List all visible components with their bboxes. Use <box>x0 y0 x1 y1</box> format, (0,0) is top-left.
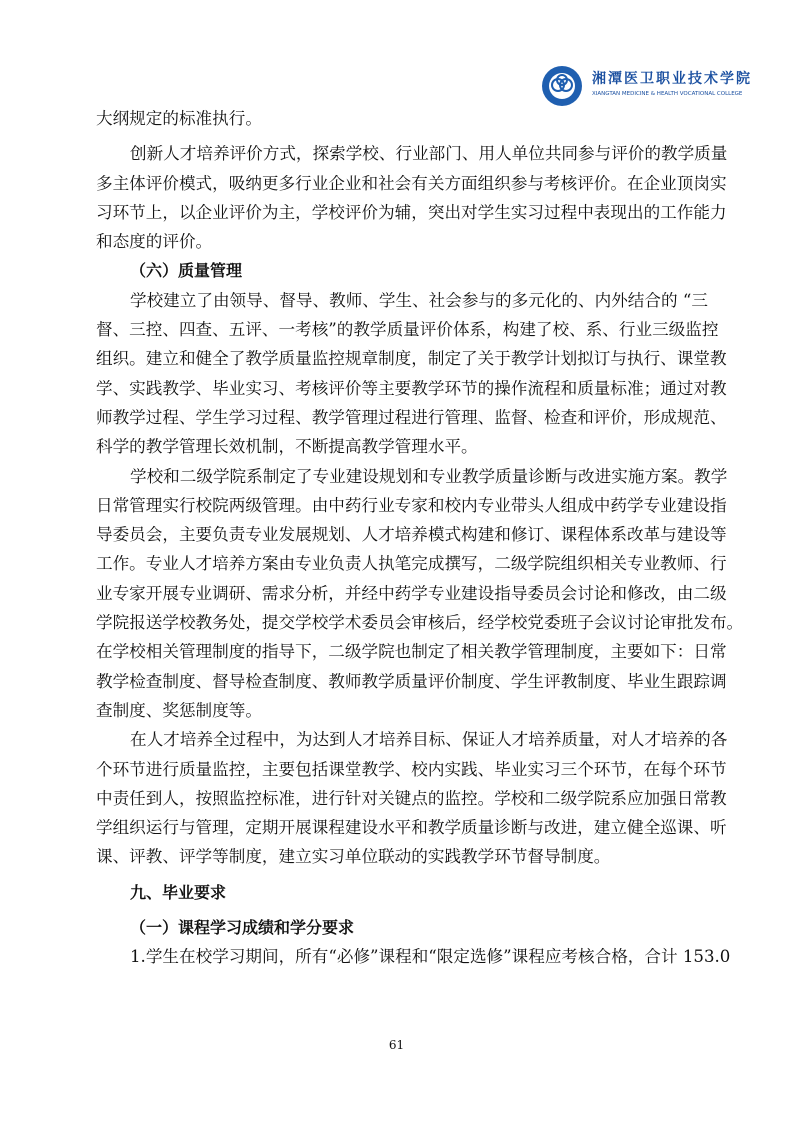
paragraph <box>96 942 731 971</box>
text-line: （一）课程学习成绩和学分要求 <box>130 918 355 938</box>
section-heading <box>96 913 699 942</box>
logo-english-name: XIANGTAN MEDICINE & HEALTH VOCATIONAL COLLEGE <box>592 91 743 97</box>
text-line: （六）质量管理 <box>130 261 243 281</box>
section-heading <box>96 878 699 907</box>
text-line: 学院报送学校教务处，提交学校学术委员会审核后，经学校党委班子会议讨论审批发布。 <box>96 613 744 633</box>
text-line: 师教学过程、学生学习过程、教学管理过程进行管理、监督、检查和评价，形成规范、 <box>96 407 727 427</box>
text-line: 在学校相关管理制度的指导下，二级学院也制定了相关教学管理制度，主要如下：日常 <box>96 642 727 662</box>
college-emblem-icon <box>540 64 584 108</box>
text-line: 大纲规定的标准执行。 <box>96 109 262 128</box>
text-line: 和态度的评价。 <box>96 232 213 252</box>
text-line: 中责任到人，按照监控标准，进行针对关键点的监控。学校和二级学院系应加强日常教 <box>96 788 727 808</box>
text-line: 习环节上，以企业评价为主，学校评价为辅，突出对学生实习过程中表现出的工作能力 <box>96 202 727 222</box>
text-line: 查制度、奖惩制度等。 <box>96 700 262 720</box>
text-line: 科学的教学管理长效机制，不断提高教学管理水平。 <box>96 437 478 457</box>
page-number: 61 <box>388 1038 405 1052</box>
text-line: 日常管理实行校院两级管理。由中药行业专家和校内专业带头人组成中药学专业建设指 <box>96 495 727 515</box>
text-line: 导委员会，主要负责专业发展规划、人才培养模式构建和修订、课程体系改革与建设等 <box>96 525 727 545</box>
text-line: 创新人才培养评价方式，探索学校、行业部门、用人单位共同参与评价的教学质量 <box>130 144 728 164</box>
text-line: 教学检查制度、督导检查制度、教师教学质量评价制度、学生评教制度、毕业生跟踪调 <box>96 671 727 691</box>
text-line: 组织。建立和健全了教学质量监控规章制度，制定了关于教学计划拟订与执行、课堂教 <box>96 349 727 369</box>
section-heading <box>96 256 699 285</box>
text-line: 学组织运行与管理，定期开展课程建设水平和教学质量诊断与改进，建立健全巡课、听 <box>96 818 727 838</box>
logo-chinese-name: 湘潭医卫职业技术学院 <box>592 71 752 87</box>
text-line: 1.学生在校学习期间，所有“必修”课程和“限定选修”课程应考核合格，合计 153.0 <box>130 947 731 967</box>
text-line: 个环节进行质量监控，主要包括课堂教学、校内实践、毕业实习三个环节，在每个环节 <box>96 759 727 779</box>
paragraph <box>96 139 728 256</box>
paragraph <box>96 725 728 871</box>
text-line: 业专家开展专业调研、需求分析，并经中药学专业建设指导委员会讨论和修改，由二级 <box>96 583 727 603</box>
text-line: 九、毕业要求 <box>130 882 227 902</box>
text-line: 课、评教、评学等制度，建立实习单位联动的实践教学环节督导制度。 <box>96 847 611 867</box>
text-line: 学、实践教学、毕业实习、考核评价等主要教学环节的操作流程和质量标准；通过对教 <box>96 378 727 398</box>
paragraph <box>96 104 699 133</box>
text-line: 学校建立了由领导、督导、教师、学生、社会参与的多元化的、内外结合的 “三 <box>130 290 708 310</box>
document-body <box>96 104 744 972</box>
text-line: 督、三控、四查、五评、一考核”的教学质量评价体系，构建了校、系、行业三级监控 <box>96 320 719 340</box>
paragraph <box>96 462 744 726</box>
text-line: 工作。专业人才培养方案由专业负责人执笔完成撰写，二级学院组织相关专业教师、行 <box>96 554 727 574</box>
text-line: 多主体评价模式，吸纳更多行业企业和社会有关方面组织参与考核评价。在企业顶岗实 <box>96 173 727 193</box>
college-logo <box>540 64 752 106</box>
text-line: 在人才培养全过程中，为达到人才培养目标、保证人才培养质量，对人才培养的各 <box>130 730 728 750</box>
text-line: 学校和二级学院系制定了专业建设规划和专业教学质量诊断与改进实施方案。教学 <box>130 466 728 486</box>
paragraph <box>96 286 727 462</box>
